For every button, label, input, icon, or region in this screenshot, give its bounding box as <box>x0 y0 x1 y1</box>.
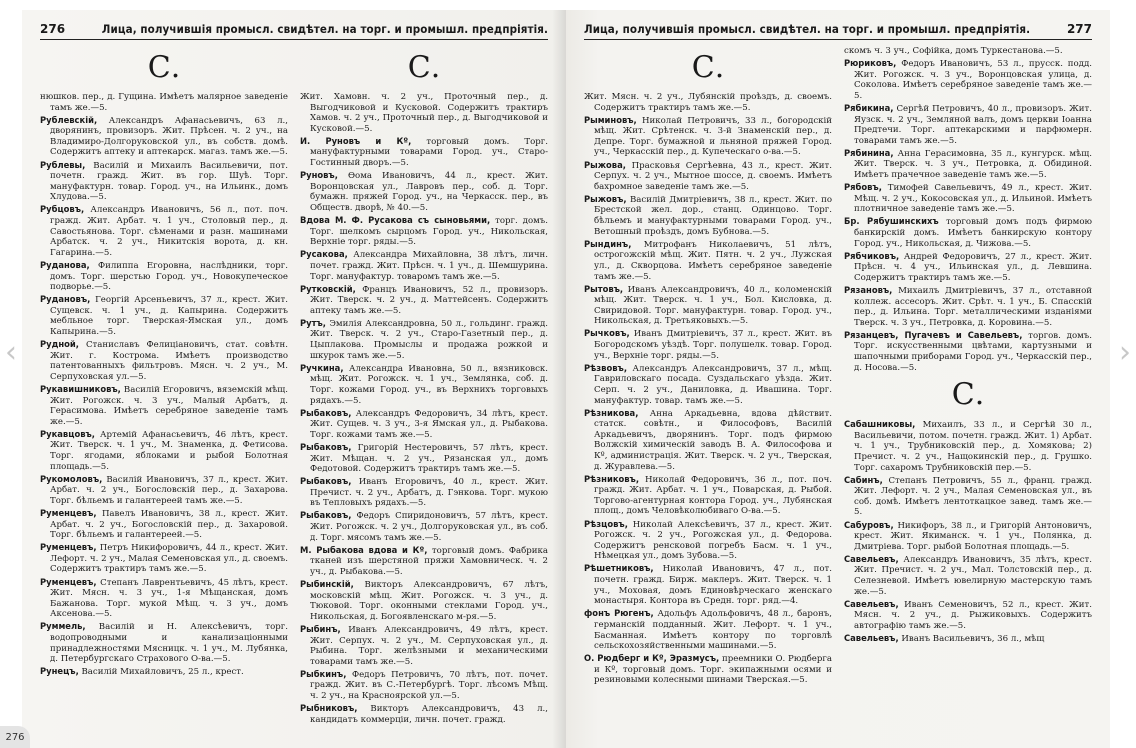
entry-text: Иванъ Васильевичъ, 36 л., мѣщ <box>901 634 1045 644</box>
running-head <box>40 22 548 40</box>
directory-entry <box>844 58 1092 101</box>
entry-name: Рыбинъ, <box>300 623 341 634</box>
entry-text: Григорій Нестеровичъ, 57 лѣтъ, крест. Жит. Мѣщан. ч. 2 уч., Рязанская ул., домъ Федотовой. Содержитъ трактиръ тамъ же.—5. <box>310 442 548 475</box>
entry-name: Рюриковъ, <box>844 58 897 69</box>
entry-name: Рябчиковъ, <box>844 250 900 261</box>
directory-entry <box>584 115 832 158</box>
directory-entry <box>300 669 548 702</box>
directory-entry <box>40 577 288 620</box>
entry-name: Сабуровъ, <box>844 519 894 530</box>
previous-page-arrow-icon[interactable]: ‹ <box>5 334 17 370</box>
entry-name: Руммель, <box>40 621 86 632</box>
entry-text: Василій и Н. Алексѣевичъ, торг. водопроводными и канализаціонными принадлежностями Мясницк. ч. 1 уч., М. Лубянка, д. Петербургскаго Страхового О-ва.—5. <box>50 622 288 665</box>
entry-text: Митрофанъ Николаевичъ, 51 лѣтъ, острогожскій мѣщ. Жит. Пятн. ч. 2 уч., Лужская ул., д. Скворцова. Имѣетъ серебряное заведеніе тамъ же.—5. <box>594 239 832 282</box>
directory-entry <box>40 666 288 678</box>
entry-text: торг. домъ. Торг. шелкомъ сырцомъ Город. уч., Никольская, Верхніе торг. ряды.—5. <box>310 216 549 248</box>
directory-entry <box>300 249 548 282</box>
entry-text: Адольфъ Адольфовичъ, 48 л., баронъ, германскій подданный. Жит. Лефорт. ч. 1 уч., Басманная. Имѣетъ контору по торговлѣ сельскохозяйственными машинами.—5. <box>594 609 833 652</box>
directory-entry <box>844 419 1092 473</box>
entry-name: фонъ Рюгенъ, <box>584 608 654 619</box>
directory-entry <box>300 284 548 317</box>
directory-entry <box>40 621 288 664</box>
entry-text: Жит. Хамовн. ч. 2 уч., Проточный пер., д. Выгодчиковой и Кусковой. Содержитъ трактиръ Хамов. ч. 2 уч., Проточный пер., д. Выгодчиковой и Кусковой.—5. <box>300 92 548 134</box>
entry-name: Рыбкинъ, <box>300 668 347 679</box>
entry-text: торгов. домъ. Торг. искусственными цвѣтами, картузными и шапочными приборами Город. уч., Черкасскій пер., д. Носова.—5. <box>854 330 1093 373</box>
entry-name: Рудной, <box>40 339 79 350</box>
directory-entry <box>844 475 1092 518</box>
entry-name: Рутъ, <box>300 317 326 328</box>
entry-name: Савельевъ, <box>844 553 899 564</box>
next-page-arrow-icon[interactable]: › <box>1119 334 1131 370</box>
entry-text: Павелъ Ивановичъ, 38 л., крест. Жит. Арбат. ч. 2 уч., Богословскій пер., д. Захаровой. Торг. бѣльемъ и галантереей.—5. <box>50 508 288 541</box>
book-spread <box>22 10 1110 748</box>
column <box>40 46 288 727</box>
section-letter: С. <box>691 50 725 85</box>
entry-text: Федоръ Петровичъ, 70 лѣтъ, пот. почет. гражд. Жит. въ С.-Петербургѣ. Торг. лѣсомъ Мѣщ. ч. 2 уч., на Красноярской ул.—5. <box>310 669 548 701</box>
entry-text: Жит. Мясн. ч. 2 уч., Лубянскій проѣздъ, д. своемъ. Содержитъ трактиръ тамъ же.—5. <box>584 92 832 113</box>
directory-entry <box>40 339 288 382</box>
entry-name: Рябовъ, <box>844 182 882 193</box>
entry-name: Рязанцевъ, Пугачевъ и Савельевъ, <box>844 329 1023 340</box>
entry-name: О. Рюдберг и Кº, Эразмусъ, <box>584 653 720 664</box>
entry-name: Савельевъ, <box>844 633 899 643</box>
entry-text: Александръ Ивановичъ, 56 л., пот. поч. гражд. Жит. Арбат. ч. 1 уч., Столовый пер., д. Савостьянова. Торг. сѣменами и разн. машинами Арбатск. ч. 2 уч., Никитскія ворота, д. кн. Гагарина.—5. <box>50 205 288 258</box>
directory-entry <box>300 92 548 134</box>
directory-entry <box>844 330 1092 373</box>
entry-text: Александръ Федоровичъ, 34 лѣтъ, крест. Жит. Сущев. ч. 3 уч., 3-я Ямская ул., д. Рыбакова. Торг. кожами тамъ же.—5. <box>310 408 548 440</box>
entry-text: торговый домъ. Фабрика тканей изъ шерстяной пряжи Хамовническ. ч. 2 уч., д. Рыбакова.—5. <box>310 545 549 577</box>
directory-entry <box>40 204 288 258</box>
entry-name: Рукавцовъ, <box>40 428 95 439</box>
entry-text: Эмилія Александровна, 50 л., гольдинг. гражд. Жит. Тверск. ч. 2 уч., Старо-Газетный пер., д. Цыплакова. Промыслы и продажа рожкой и шкурок тамъ же.—5. <box>310 318 548 361</box>
entry-name: Сабашниковы, <box>844 419 916 430</box>
entry-text: Василій Егоровичъ, вяземскій мѣщ. Жит. Рогожск. ч. 3 уч., Малый Арбатъ, д. Герасимова. Имѣетъ серебряное заведеніе тамъ же.—5. <box>50 384 288 427</box>
entry-name: Русакова, <box>300 249 348 260</box>
directory-entry <box>300 703 548 725</box>
entry-text: Станиславъ Фелиціановичъ, стат. совѣтн. Жит. г. Кострома. Имѣетъ производство патентованныхъ фильтровъ. Мясн. ч. 2 уч., М. Серпуховская ул.—5. <box>50 340 289 382</box>
entry-text: торговый домъ. Торг. мануфактурными товарами Город. уч., Старо-Гостинный дворъ.—5. <box>310 136 549 169</box>
directory-entry <box>40 160 288 203</box>
left-page <box>22 10 566 748</box>
directory-entry <box>40 384 288 427</box>
entry-text: Александръ Ивановичъ, 35 лѣтъ, крест. Жит. Пречист. ч. 2 уч., Мал. Толстовскій пер., д. Селезневой. Имѣетъ ювелирную мастерскую тамъ же.—5. <box>854 554 1093 597</box>
entry-name: Рыбаковъ, <box>300 510 352 521</box>
running-title: Лица, получившія промысл. свидѣтел. на торг. и промышл. предпріятія. <box>584 22 1031 36</box>
entry-text: Николай Федоровичъ, 36 л., пот. поч. гражд. Жит. Арбат. ч. 1 уч., Поварская, д. Рыбой. Торгово-агентурная контора Город. уч., Лубянская площ., домъ Человѣколюбиваго О-ва.—5. <box>594 474 832 517</box>
directory-entry <box>844 554 1092 597</box>
page-number: 276 <box>40 22 66 36</box>
directory-entry <box>300 170 548 213</box>
entry-text: Иванъ Семеновичъ, 52 л., крест. Жит. Мясн. ч. 2 уч., д. Рыжиковыхъ. Содержитъ автографію тамъ же.—5. <box>854 599 1092 631</box>
entry-text: Иванъ Александровичъ, 40 л., коломенскій мѣщ. Жит. Тверск. ч. 1 уч., Бол. Кисловка, д. Свиридовой. Торг. мануфактурн. товар. Город. уч., Никольская, д. Третьяковыхъ.—5. <box>594 284 832 327</box>
running-title: Лица, получившія промысл. свидѣтел. на торг. и промышл. предпріятія. <box>101 22 548 36</box>
entry-name: Рыбаковъ, <box>300 441 352 452</box>
entry-text: Степанъ Петровичъ, 55 л., франц. гражд. Жит. Лефорт. ч. 2 уч., Малая Семеновская ул., въ соб. домѣ. Имѣетъ лентоткацкое завед. тамъ же.—5. <box>854 475 1093 518</box>
entry-name: Рѣзвовъ, <box>584 362 627 373</box>
directory-entry <box>40 260 288 293</box>
entry-text: Николай Алексѣевичъ, 37 л., крест. Жит. Рогожск. ч. 2 уч., Рогожская ул., д. Федорова. Содержитъ ренсковой погребъ Басм. ч. 1 уч., Нѣмецкая ул., домъ Зубова.—5. <box>594 519 832 562</box>
text-columns <box>40 46 548 727</box>
entry-name: Рѣшетниковъ, <box>584 563 654 574</box>
entry-name: Рутковскій, <box>300 283 356 294</box>
entry-text: Александра Михайловна, 38 лѣтъ, личн. почет. гражд. Жит. Прѣсн. ч. 1 уч., д. Шемшурина. Торг. мануфактур. товаромъ тамъ же.—5. <box>310 250 549 282</box>
entry-text: Андрей Федоровичъ, 27 л., крест. Жит. Прѣсн. ч. 4 уч., Ильинская ул., д. Левшина. Содержитъ трактиръ тамъ же.—5. <box>854 251 1093 283</box>
entry-text: Георгій Арсеньевичъ, 37 л., крест. Жит. Сущевск. ч. 1 уч., д. Капырина. Содержитъ мебльное торг. Тверская-Ямская ул., домъ Капырина.—5. <box>50 295 288 337</box>
directory-entry <box>844 285 1092 328</box>
section-letter: С. <box>407 50 441 85</box>
entry-text: Федоръ Ивановичъ, 53 л., прусск. подд. Жит. Рогожск. ч. 3 уч., Воронцовская улица, д. Соколова. Имѣетъ серебряное заведеніе тамъ же.—5. <box>854 59 1092 101</box>
entry-name: Савельевъ, <box>844 598 899 609</box>
entry-text: Василій Ивановичъ, 37 л., крест. Жит. Арбат. ч. 2 уч., Богословскій пер., д. Захарова. Торг. бѣльемъ и галантереей тамъ же.—5. <box>50 474 288 506</box>
directory-entry <box>844 46 1092 57</box>
directory-entry <box>300 408 548 441</box>
entry-name: Бр. Рябушинскихъ <box>844 216 939 227</box>
entry-text: преемники О. Рюдберга и Кº, торговый домъ. Торг. экипажными осями и резиновыми колесными шинами Тверская.—5. <box>594 654 832 686</box>
entry-name: Рычковъ, <box>584 328 630 339</box>
entry-text: Петръ Никифоровичъ, 44 л., крест. Жит. Лефорт. ч. 2 уч., Малая Семеновская ул., д. своемъ. Содержитъ трактиръ тамъ же.—5. <box>50 543 288 575</box>
directory-entry <box>40 92 288 113</box>
entry-text: Иванъ Дмитріевичъ, 37 л., крест. Жит. въ Богородскомъ уѣздѣ. Торг. полушелк. товар. Город. уч., Верхніе торг. ряды.—5. <box>594 329 832 361</box>
entry-text: Сергѣй Петровичъ, 40 л., провизоръ. Жит. Яузск. ч. 2 уч., Земляной валъ, домъ церкви Іоанна Предтечи. Торг. аптекарскими и парфюмерн. товарами тамъ же.—5. <box>854 103 1093 146</box>
entry-text: Анна Аркадьевна, вдова дѣйствит. статск. совѣтн., и Философовъ, Василій Аркадьевичъ, дворянинъ. Торг. подъ фирмою Волжскій химическій заводъ В. А. Философова и Кº, администрація. Жит. Тверск. ч. 2 уч., Тверская, д. Журавлева.—5. <box>594 408 832 472</box>
entry-text: Василій Дмитріевичъ, 38 л., крест. Жит. по Брестской жел. дор., станц. Одинцово. Торг. бѣльемъ и мануфактурными товарами Город. уч., Ветошный проѣздъ, домъ Бубнова.—5. <box>594 194 832 237</box>
directory-entry <box>300 545 548 578</box>
directory-entry <box>584 474 832 517</box>
entry-name: Рязановъ, <box>844 284 893 295</box>
entry-name: Рыбинскій, <box>300 579 354 590</box>
entry-name: Рыжова, <box>584 159 626 170</box>
entry-name: Рублевскій, <box>40 114 98 125</box>
entry-text: торговый домъ подъ фирмою банкирскій домъ. Имѣетъ банкирскую контору Город. уч., Никольская, д. Чижова.—5. <box>854 217 1093 249</box>
directory-entry <box>844 599 1092 632</box>
entry-name: Руменцевъ, <box>40 542 97 553</box>
directory-entry <box>844 633 1092 645</box>
column <box>300 46 548 727</box>
entry-text: Александръ Александровичъ, 37 л., мѣщ. Гавриловскаго посада. Суздальскаго уѣзда. Жит. Серп. ч. 2 уч., Даниловка, д. Ивашина. Торг. мануфактур. товар. тамъ же.—5. <box>594 363 832 406</box>
entry-text: Артемій Афанасьевичъ, 46 лѣтъ, крест. Жит. Тверск. ч. 1 уч., М. Знаменка, д. Фетисова. Торг. ягодами, яблоками и рыбой Болотная площадь.—5. <box>50 429 288 472</box>
running-head <box>584 22 1092 40</box>
directory-entry <box>844 251 1092 284</box>
entry-text: Прасковья Сергѣевна, 43 л., крест. Жит. Серпух. ч. 2 уч., Мытное шоссе, д. своемъ. Имѣетъ бахромное заведеніе тамъ же.—5. <box>594 160 832 192</box>
entry-name: Рыбниковъ, <box>300 703 358 714</box>
column <box>584 46 832 687</box>
entry-name: Руновъ, <box>300 170 338 181</box>
directory-entry <box>300 476 548 509</box>
directory-entry <box>300 318 548 361</box>
directory-entry <box>584 160 832 193</box>
entry-name: Рунецъ, <box>40 666 79 677</box>
directory-entry <box>300 215 548 248</box>
directory-entry <box>584 328 832 361</box>
directory-entry <box>584 608 832 651</box>
section-letter: С. <box>951 377 985 413</box>
directory-entry <box>40 294 288 337</box>
directory-entry <box>584 408 832 473</box>
entry-text: Ѳома Ивановичъ, 44 л., крест. Жит. Воронцовская ул., Лавровъ пер., соб. д. Торг. бумажн. пряжей Город. уч., на Черкасск. пер., въ Обществ. дворѣ, № 40.—5. <box>310 171 548 213</box>
entry-text: Николай Ивановичъ, 47 л., пот. почетн. гражд. Бирж. маклеръ. Жит. Тверск. ч. 1 уч., Моховая, домъ Единовѣрческаго женскаго монастыря. Контора въ Средн. торг. ряд.—4. <box>594 564 833 607</box>
directory-entry <box>40 508 288 541</box>
directory-entry <box>584 284 832 327</box>
entry-text: Филиппа Егоровна, наслѣдники, торг. домъ. Торг. шерстью Город. уч., Новокупеческое подворье.—5. <box>50 260 289 293</box>
entry-name: Рыминовъ, <box>584 114 637 125</box>
directory-entry <box>584 519 832 562</box>
directory-entry <box>40 474 288 507</box>
entry-text: Тимофей Савельевичъ, 49 л., крест. Жит. Мѣщ. ч. 2 уч., Кокосовская ул., д. Ильиной. Имѣетъ плотничное заведеніе тамъ же.—5. <box>854 183 1092 215</box>
entry-text: Василій и Михаилъ Васильевичи, пот. почетн. гражд. Жит. въ гор. Шуѣ. Торг. мануфактурн. товар. Город. уч., на Ильинк., домъ Хлудова.—5. <box>50 160 288 203</box>
entry-name: Руданова, <box>40 259 90 270</box>
directory-entry <box>300 442 548 475</box>
directory-entry <box>584 363 832 406</box>
entry-text: Федоръ Спиридоновичъ, 57 лѣтъ, крест. Жит. Рогожск. ч. 2 уч., Долгоруковская ул., въ соб. д. Торг. мясомъ тамъ же.—5. <box>310 511 548 543</box>
directory-entry <box>300 579 548 622</box>
entry-name: Рябинина, <box>844 147 894 158</box>
entry-text: Александра Ивановна, 50 л., вязниковск. мѣщ. Жит. Рогожск. ч. 1 уч., Землянка, соб. д. Торг. кожами Город. уч., въ Верхнихъ торговыхъ рядахъ.—5. <box>310 363 549 406</box>
entry-name: И. Руновъ и Кº, <box>300 135 412 146</box>
entry-name: Рукомоловъ, <box>40 473 103 484</box>
entry-name: Рублевы, <box>40 159 86 170</box>
entry-name: Рубцовъ, <box>40 204 85 215</box>
entry-name: Рѣзцовъ, <box>584 518 628 529</box>
directory-entry <box>844 103 1092 146</box>
entry-text: Иванъ Александровичъ, 49 лѣтъ, крест. Жит. Серпух. ч. 2 уч., М. Серпуховская ул., д. Рыбина. Торг. желѣзными и механическими товарами тамъ же.—5. <box>310 624 549 667</box>
directory-entry <box>844 182 1092 215</box>
entry-name: Рыбаковъ, <box>300 476 352 487</box>
entry-text: Анна Герасимовна, 35 л., кунгурск. мѣщ. Жит. Тверск. ч. 3 уч., Петровка, д. Обидиной. Имѣетъ прачечное заведеніе тамъ же.—5. <box>854 148 1093 181</box>
entry-name: Рудановъ, <box>40 294 91 305</box>
right-page <box>566 10 1110 748</box>
directory-entry <box>584 239 832 282</box>
directory-entry <box>584 194 832 237</box>
directory-entry <box>844 148 1092 181</box>
entry-text: нюшков. пер., д. Гущина. Имѣетъ малярное заведеніе тамъ же.—5. <box>40 92 288 113</box>
page-number: 277 <box>1066 22 1092 36</box>
entry-text: Викторъ Александровичъ, 67 лѣтъ, московскій мѣщ. Жит. Рогожск. ч. 3 уч., д. Тюковой. Торг. оконными стеклами Город. уч., Никольская, д. Богоявленскаго м-ря.—5. <box>310 580 548 622</box>
entry-text: Александръ Афанасьевичъ, 63 л., дворянинъ, провизоръ. Жит. Прѣсен. ч. 2 уч., на Владимиро-Долгоруковской ул., въ собств. домѣ. Содержитъ аптеку и аптекарск. магаз. тамъ же.—5. <box>50 115 288 158</box>
entry-name: Рытовъ, <box>584 283 624 294</box>
entry-name: Рындинъ, <box>584 238 632 249</box>
directory-entry <box>40 115 288 158</box>
directory-entry <box>584 92 832 113</box>
entry-text: Францъ Ивановичъ, 52 л., провизоръ. Жит. Тверск. ч. 2 уч., д. Маттейсенъ. Содержитъ аптеку тамъ же.—5. <box>310 284 548 316</box>
entry-name: М. Рыбакова вдова и Кº, <box>300 544 428 555</box>
entry-name: Рукавишниковъ, <box>40 383 121 394</box>
text-columns <box>584 46 1092 687</box>
entry-text: Никифоръ, 38 л., и Григорій Антоновичъ, крест. Жит. Якиманск. ч. 1 уч., Полянка, д. Дмитріева. Торг. рыбой Болотная площадь.—5. <box>854 520 1092 552</box>
directory-entry <box>300 510 548 543</box>
directory-entry <box>584 653 832 686</box>
page-indicator-badge: 276 <box>0 726 30 748</box>
entry-name: Рѣзниковъ, <box>584 473 640 484</box>
entry-text: Викторъ Александровичъ, 43 л., кандидатъ коммерціи, личн. почет. гражд. <box>310 704 549 725</box>
entry-text: скомъ ч. 3 уч., Софійка, домъ Туркестанова.—5. <box>844 46 1063 56</box>
entry-name: Ручкина, <box>300 362 344 373</box>
entry-text: Николай Петровичъ, 33 л., богородскій мѣщ. Жит. Срѣтенск. ч. 3-й Знаменскій пер., д. Депре. Торг. бумажной и льняной пряжей Город. уч., Черкасскій пер., д. Купеческаго о-ва.—5. <box>594 115 832 158</box>
entry-text: Василій Михайловичъ, 25 л., крест. <box>81 667 244 678</box>
entry-text: Степанъ Лаврентьевичъ, 45 лѣтъ, крест. Жит. Мясн. ч. 3 уч., 1-я Мѣщанская, домъ Бажанова. Торг. мукой Мѣщ. ч. 3 уч., домъ Аксенова.—5. <box>50 577 289 620</box>
entry-name: Рыбаковъ, <box>300 407 352 418</box>
entry-name: Вдова М. Ф. Русакова съ сыновьями, <box>300 215 491 226</box>
directory-entry <box>300 624 548 667</box>
section-letter: С. <box>147 50 181 85</box>
directory-entry <box>40 429 288 472</box>
entry-name: Рѣзникова, <box>584 407 639 418</box>
directory-entry <box>300 363 548 406</box>
entry-text: Михаилъ Дмитріевичъ, 37 л., отставной коллеж. ассесоръ. Жит. Срѣт. ч. 1 уч., Б. Спасскій пер., д. Ильина. Торг. металлическими изданіями Тверск. ч. 3 уч., Петровка, д. Коровина.—5. <box>854 285 1093 328</box>
entry-name: Руменцевъ, <box>40 507 97 518</box>
directory-entry <box>844 520 1092 553</box>
directory-entry <box>300 136 548 169</box>
entry-text: Михаилъ, 33 л., и Сергѣй 30 л., Васильевичи, потом. почетн. гражд. Жит. 1) Арбат. ч. 1 уч., Трубниковскій пер., д. Хомякова; 2) Пречист. ч. 2 уч., Нащокинскій пер., д. Грушко. Торг. сахаромъ Трубниковскій пер.—5. <box>854 420 1092 473</box>
entry-name: Рыжовъ, <box>584 193 627 204</box>
directory-entry <box>844 216 1092 249</box>
column <box>844 46 1092 687</box>
directory-entry <box>584 563 832 606</box>
directory-entry <box>40 542 288 575</box>
entry-text: Иванъ Егоровичъ, 40 л., крест. Жит. Пречист. ч. 2 уч., Арбатъ, д. Гэнкова. Торг. мукою въ Тепловыхъ рядахъ.—5. <box>310 477 548 509</box>
entry-name: Сабинъ, <box>844 474 883 485</box>
entry-name: Рябикина, <box>844 102 894 113</box>
entry-name: Руменцевъ, <box>40 576 97 587</box>
